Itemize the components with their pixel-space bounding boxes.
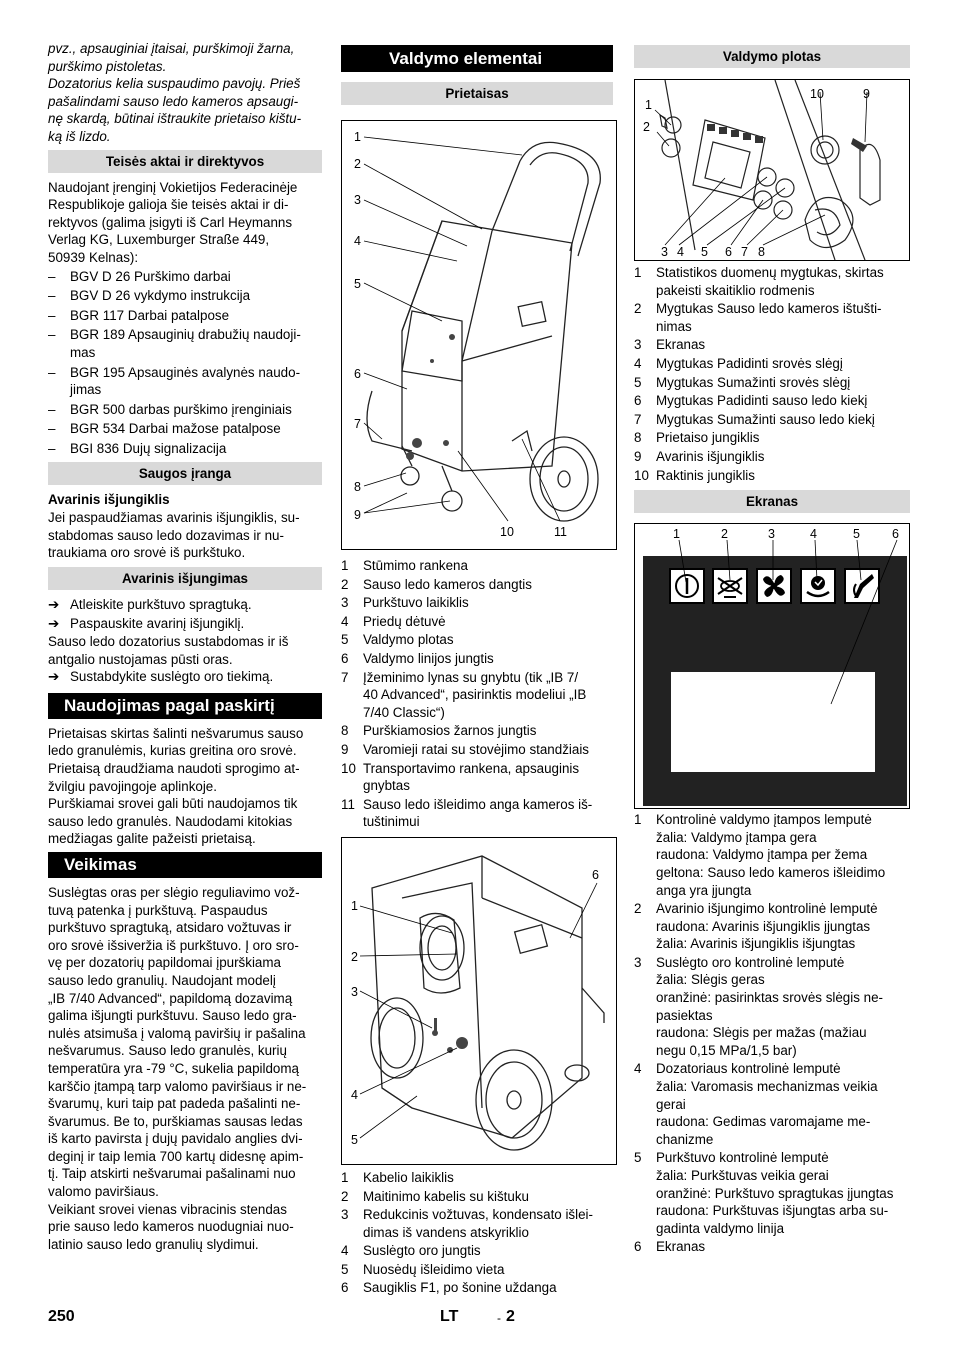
- callout-label: 4: [810, 527, 817, 542]
- text-line: Prietaisas skirtas šalinti nešvarumus sauso: [48, 725, 304, 741]
- controls-heading: Valdymo elementai: [341, 45, 613, 72]
- list-item: 4 Priedų dėtuvė: [341, 613, 446, 629]
- intro-line: pašalindami sauso ledo kameros apsaugi-: [48, 93, 299, 109]
- column-left: [48, 40, 322, 1253]
- text-line: Veikiant srovei vienas vibracinis stendas: [48, 1201, 287, 1217]
- list-item: 6 Valdymo linijos jungtis: [341, 650, 494, 666]
- page-number: 250: [48, 1308, 75, 1325]
- shutdown-steps-2: [48, 668, 322, 686]
- list-item: 2 Sauso ledo kameros dangtis: [341, 576, 532, 592]
- text-line: Naudojant įrenginį Vokietijos Federacinėje: [48, 179, 298, 195]
- intended-use-heading: Naudojimas pagal paskirtį: [48, 693, 322, 719]
- list-item: 5 Valdymo plotas: [341, 632, 454, 648]
- shutdown-steps: [48, 596, 322, 633]
- callout-label: 1: [673, 527, 680, 542]
- text-line: rektyvos (galima įsigyti iš Carl Heymanns: [48, 214, 293, 230]
- callout-label: 3: [354, 193, 361, 207]
- list-item: – BGR 500 darbas purškimo įrenginiais: [48, 401, 292, 417]
- callout-label: 6: [725, 245, 732, 259]
- text-line: žvilgiu pavojingoje aplinkoje.: [48, 778, 217, 794]
- screen-figure: [634, 523, 910, 809]
- callout-label: 3: [661, 245, 668, 259]
- control-panel-illustration: [635, 80, 909, 260]
- screen-heading: Ekranas: [634, 490, 910, 513]
- callout-label: 5: [853, 527, 860, 542]
- shutdown-text: [48, 633, 322, 668]
- list-item: 10 Transportavimo rankena, apsauginis gnybtas: [341, 760, 580, 794]
- list-item: 8 Prietaiso jungiklis: [634, 430, 760, 446]
- list-item: – BGR 195 Apsauginės avalynės naudo- jimas: [48, 364, 301, 398]
- callout-label: 2: [351, 949, 358, 964]
- text-line: purkštuvo spragtuką, atsidaro vožtuvas ir: [48, 920, 292, 936]
- callout-label: 4: [351, 1087, 358, 1102]
- text-line: deginį ir taip lemia 700 kartų didesnę apim-: [48, 1148, 304, 1164]
- list-item: 2 Avarinio išjungimo kontrolinė lemputė raudona: Avarinis išjungiklis įjungtas žalia: Avarinis išjungiklis išjungtas: [634, 901, 878, 952]
- list-item: – BGV D 26 vykdymo instrukcija: [48, 288, 251, 304]
- callout-label: 7: [741, 245, 748, 259]
- laws-heading: Teisės aktai ir direktyvos: [48, 150, 322, 173]
- list-item: 9 Varomieji ratai su stovėjimo standžiais: [341, 741, 589, 757]
- intro-line: nę skardą, būtinai ištraukite prietaiso kištu-: [48, 111, 302, 127]
- control-panel-figure: [634, 79, 910, 261]
- text-line: švarumus. Be to, purškiamas sausas ledas: [48, 1113, 303, 1129]
- list-item: 1 Stūmimo rankena: [341, 558, 468, 573]
- list-item: – BGR 117 Darbai patalpose: [48, 307, 230, 323]
- arrow-right-icon: ➔: [48, 616, 60, 632]
- callout-label: 1: [645, 98, 652, 112]
- list-item: 1 Statistikos duomenų mygtukas, skirtas pakeisti skaitiklio rodmenis: [634, 265, 884, 298]
- text-line: vę per dozatorių papildomai įpurškiama: [48, 955, 281, 971]
- callout-label: 1: [351, 898, 358, 913]
- intro-text: [48, 40, 322, 146]
- operation-text: [48, 884, 322, 1253]
- text-line: nešvarumus. Sauso ledo granulės, kurių: [48, 1043, 287, 1059]
- list-item: 2 Mygtukas Sauso ledo kameros ištušti- nimas: [634, 301, 882, 334]
- text-line: Purškiamai srovei gali būti naudojamos tik: [48, 796, 298, 812]
- laws-list: [48, 268, 322, 458]
- emergency-subheading: Avarinis išjungiklis: [48, 492, 170, 508]
- list-item: 3 Redukcinis vožtuvas, kondensato išlei- dimas iš vandens atskyriklio: [341, 1207, 593, 1240]
- list-item: 6 Saugiklis F1, po šonine uždanga: [341, 1280, 557, 1296]
- callout-label: 9: [354, 508, 361, 522]
- callout-label: 9: [863, 87, 870, 101]
- text-line: Suslėgtas oras per slėgio reguliavimo vož-: [48, 884, 300, 900]
- list-item: 5 Mygtukas Sumažinti srovės slėgį: [634, 374, 851, 390]
- text-line: sauso ledo granulių. Naudojant modelį: [48, 972, 276, 988]
- list-item: 7 Mygtukas Sumažinti sauso ledo kiekį: [634, 411, 875, 427]
- callout-label: 4: [677, 245, 684, 259]
- screen-callout-lines: [635, 524, 909, 808]
- list-item: 8 Purškiamosios žarnos jungtis: [341, 723, 537, 739]
- callout-label: 3: [768, 527, 775, 542]
- text-line: Jei paspaudžiamas avarinis išjungiklis, su-: [48, 510, 300, 526]
- step-item: ➔ Sustabdykite suslėgto oro tiekimą.: [48, 669, 274, 685]
- list-item: 4 Mygtukas Padidinti srovės slėgį: [634, 355, 843, 371]
- screen-indicators-list: [634, 811, 910, 1256]
- callout-label: 6: [892, 527, 899, 542]
- list-item: 4 Dozatoriaus kontrolinė lemputė žalia: Varomasis mechanizmas veikia gerai raudona: Gedimas varomajame me- chanizme: [634, 1061, 878, 1147]
- device-heading: Prietaisas: [341, 82, 613, 105]
- intro-line: pvz., apsauginiai įtaisai, purškimoji žarna,: [48, 41, 295, 56]
- list-item: 7 Įžeminimo lynas su gnybtu (tik „IB 7/ 40 Advanced“, pasirinktis modeliui „IB 7/40 Classic“): [341, 669, 587, 720]
- text-line: iš karto pavirsta į dujų pavidalo anglies dvi-: [48, 1131, 303, 1147]
- emergency-text: [48, 509, 322, 562]
- panel-heading: Valdymo plotas: [634, 45, 910, 68]
- text-line: galima išjungti purkštuvu. Sauso ledo gra-: [48, 1008, 297, 1024]
- text-line: „IB 7/40 Advanced“, papildomą dozavimą: [48, 990, 293, 1006]
- callout-label: 1: [354, 130, 361, 144]
- device-front-figure: [341, 120, 617, 550]
- list-item: 2 Maitinimo kabelis su kištuku: [341, 1188, 529, 1204]
- text-line: 50939 Kelnas):: [48, 249, 139, 265]
- text-line: ledo granulėmis, kurias greitina oro srovė.: [48, 743, 297, 759]
- callout-label: 11: [554, 525, 567, 539]
- shutdown-heading: Avarinis išjungimas: [48, 567, 322, 590]
- list-item: 9 Avarinis išjungiklis: [634, 448, 765, 464]
- callout-label: 7: [354, 417, 361, 431]
- text-line: valomo paviršiaus.: [48, 1184, 159, 1200]
- text-line: karščio įtampą tarp valomo paviršiaus ir ne-: [48, 1078, 307, 1094]
- text-line: tį. Taip atskirti nešvarumai pašalinami nuo: [48, 1166, 296, 1182]
- list-item: – BGR 534 Darbai mažose patalpose: [48, 421, 281, 437]
- safety-heading: Saugos įranga: [48, 462, 322, 485]
- laws-text: [48, 179, 322, 267]
- callout-label: 5: [351, 1132, 358, 1147]
- callout-label: 4: [354, 234, 361, 248]
- footer-separator: -: [497, 1311, 501, 1325]
- rear-parts-list: [341, 1169, 613, 1297]
- text-line: Respublikoje galioja šie teisės aktai ir di-: [48, 197, 289, 213]
- callout-label: 10: [500, 525, 514, 539]
- intro-line: purškimo pistoletas.: [48, 58, 167, 74]
- list-item: 6 Mygtukas Padidinti sauso ledo kiekį: [634, 393, 868, 409]
- intended-use-text: [48, 725, 322, 848]
- text-line: temperatūra yra -79 °C, sukelia papildomą: [48, 1060, 299, 1076]
- text-line: antgalio nustojamas pūsti oras.: [48, 651, 233, 667]
- list-item: – BGI 836 Dujų signalizacija: [48, 440, 227, 456]
- list-item: 4 Suslėgto oro jungtis: [341, 1243, 481, 1259]
- step-item: ➔ Atleiskite purkštuvo spragtuką.: [48, 596, 252, 612]
- text-line: Sauso ledo dozatorius sustabdomas ir iš: [48, 634, 289, 650]
- list-item: 6 Ekranas: [634, 1239, 706, 1255]
- list-item: 5 Nuosėdų išleidimo vieta: [341, 1261, 505, 1277]
- text-line: prie sauso ledo kameros nuodugniai nuo-: [48, 1219, 294, 1235]
- section-number: 2: [506, 1308, 515, 1325]
- callout-label: 3: [351, 984, 358, 999]
- callout-label: 5: [701, 245, 708, 259]
- intro-line: ką iš lizdo.: [48, 128, 111, 144]
- callout-label: 10: [810, 87, 824, 101]
- column-right: [634, 40, 910, 1256]
- callout-label: 6: [354, 367, 361, 381]
- device-rear-illustration: [342, 838, 616, 1164]
- list-item: 11 Sauso ledo išleidimo anga kameros iš- tuštinimui: [341, 796, 593, 830]
- list-item: 1 Kontrolinė valdymo įtampos lemputė žalia: Valdymo įtampa gera raudona: Valdymo įtampa per žema geltona: Sauso ledo kameros išleidimo anga yra įjungta: [634, 812, 886, 898]
- list-item: – BGR 189 Apsauginių drabužių naudoji- mas: [48, 327, 301, 360]
- list-item: 1 Kabelio laikiklis: [341, 1169, 454, 1185]
- text-line: tuvą patenka į purkštuvą. Paspaudus: [48, 902, 268, 918]
- text-line: traukiama oro srovė iš purkštuko.: [48, 545, 246, 561]
- list-item: 3 Suslėgto oro kontrolinė lemputė žalia: Slėgis geras oranžinė: pasirinktas srovės slėgis ne- pasiektas raudona: Slėgis per mažas (mažiau negu 0,15 MPa/1,5 bar): [634, 954, 884, 1058]
- device-parts-list: [341, 557, 613, 831]
- callout-label: 8: [354, 480, 361, 494]
- operation-heading: Veikimas: [48, 852, 322, 878]
- callout-label: 2: [643, 120, 650, 134]
- text-line: nulės atsimuša į valomą paviršių ir pašalina: [48, 1025, 306, 1041]
- text-line: Prietaisą draudžiama naudoti sprogimo at-: [48, 761, 300, 776]
- text-line: stabdomas sauso ledo dozavimas ir nu-: [48, 527, 284, 543]
- language-code: LT: [440, 1308, 459, 1325]
- callout-label: 6: [592, 867, 599, 882]
- column-middle: [341, 45, 613, 1297]
- device-rear-figure: [341, 837, 617, 1165]
- list-item: 3 Purkštuvo laikiklis: [341, 595, 469, 611]
- text-line: latinio sauso ledo granulių slydimui.: [48, 1236, 259, 1252]
- text-line: Verlag KG, Luxemburger Straße 449,: [48, 232, 270, 248]
- callout-label: 5: [354, 277, 361, 291]
- panel-elements-list: [634, 264, 910, 484]
- arrow-right-icon: ➔: [48, 596, 60, 612]
- text-line: oro srovė išsiveržia iš purkštuvo. Į oro sro-: [48, 937, 299, 953]
- callout-label: 2: [354, 157, 361, 171]
- text-line: sauso ledo granulės. Naudodami kitokias: [48, 813, 293, 829]
- arrow-right-icon: ➔: [48, 669, 60, 685]
- callout-label: 8: [758, 245, 765, 259]
- intro-line: Dozatorius kelia suspaudimo pavojų. Prieš: [48, 76, 301, 92]
- text-line: švarumų, kuri taip pat padeda pašalinti ne-: [48, 1096, 301, 1112]
- list-item: 3 Ekranas: [634, 337, 706, 353]
- list-item: 5 Purkštuvo kontrolinė lemputė žalia: Purkštuvas veikia gerai oranžinė: Purkštuvo spragtukas įjungtas raudona: Purkštuvas išjungtas arba su- gadinta valdymo linija: [634, 1150, 894, 1236]
- step-item: ➔ Paspauskite avarinį išjungiklį.: [48, 616, 245, 632]
- device-front-illustration: [342, 121, 616, 549]
- text-line: medžiagas galite pažeisti prietaisą.: [48, 831, 256, 847]
- list-item: – BGV D 26 Purškimo darbai: [48, 268, 231, 284]
- callout-label: 2: [721, 527, 728, 542]
- list-item: 10 Raktinis jungiklis: [634, 467, 755, 483]
